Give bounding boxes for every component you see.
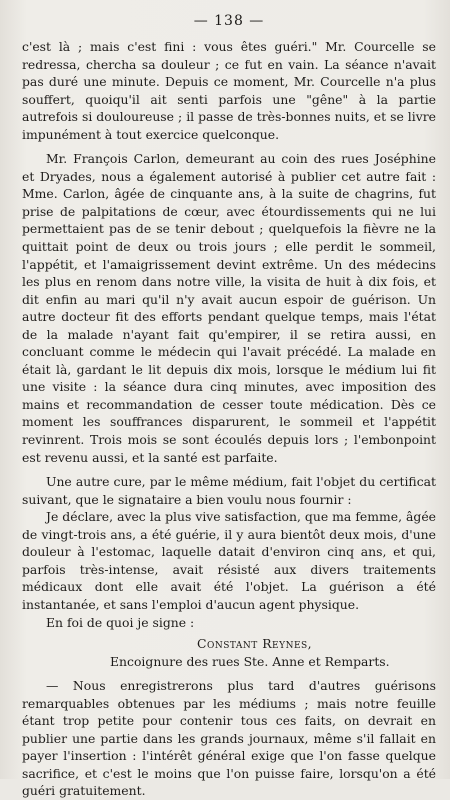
paragraph-certificate-text: Je déclare, avec la plus vive satisfaction, que ma femme, âgée de vingt-trois ans, a été guérie, il y aura bientôt deux mois, d'une douleur à l'estomac, laquelle datait d'environ cinq ans, et qui, parfois très-intense, avait résisté aux divers traitements médicaux dont elle avait été l'objet. La guérison a été instantanée, et sans l'emploi d'aucun agent physique. bbox=[22, 509, 436, 612]
paragraph-signing-statement: En foi de quoi je signe : bbox=[46, 614, 195, 630]
signature-name: Constant Reynes, bbox=[197, 636, 313, 652]
signature-block bbox=[22, 635, 436, 670]
paragraph-certificate-intro: Une autre cure, par le même médium, fait l'objet du certificat suivant, que le signataire a bien voulu nous fournir : bbox=[22, 474, 436, 507]
page-number: — 138 — bbox=[193, 13, 265, 29]
signature-address: Encoignure des rues Ste. Anne et Remparts. bbox=[110, 653, 390, 669]
paragraph-carlon-cure: Mr. François Carlon, demeurant au coin des rues Joséphine et Dryades, nous a également autorisé à publier cet autre fait : Mme. Carlon, âgée de cinquante ans, à la suite de chagrins, fut prise de palpitations de cœur, avec étourdissements qui ne lui permettaient pas de se tenir debout ; quelquefois la fièvre ne la quittait point de deux ou trois jours ; elle perdit le sommeil, l'appétit, et l'amaigrissement devint extrême. Un des médecins les plus en renom dans notre ville, la visita de huit à dix fois, et dit enfin au mari qu'il n'y avait aucun espoir de guérison. Un autre docteur fit des efforts pendant quelque temps, mais l'état de la malade n'ayant fait qu'empirer, il se retira aussi, en concluant comme le médecin qui l'avait précédé. La malade en était là, gardant le lit depuis dix mois, lorsque le médium lui fit une visite : la séance dura cinq minutes, avec imposition des mains et recommandation de cesser toute médication. Dès ce moment les souffrances disparurent, le sommeil et l'appétit revinrent. Trois mois se sont écoulés depuis lors ; l'embonpoint est revenu aussi, et la santé est parfaite. bbox=[22, 151, 436, 465]
paragraph-closing-remarks: — Nous enregistrerons plus tard d'autres guérisons remarquables obtenues par les médiums ; mais notre feuille étant trop petite pour contenir tous ces faits, on devrait en publier une partie dans les grands journaux, même s'il fallait en payer l'insertion : l'intérêt général exige que l'on fasse quelque sacrifice, et c'est le moins que l'on puisse faire, lorsqu'on a été guéri gratuitement. bbox=[22, 678, 436, 799]
paragraph-courcelle-cure: c'est là ; mais c'est fini : vous êtes guéri." Mr. Courcelle se redressa, chercha sa douleur ; ce fut en vain. La séance n'avait pas duré une minute. Depuis ce moment, Mr. Courcelle n'a plus souffert, quoiqu'il ait senti parfois une "gêne" à la partie autrefois si douloureuse ; il passe de très-bonnes nuits, et se livre impunément à tout exercice quelconque. bbox=[22, 39, 436, 142]
